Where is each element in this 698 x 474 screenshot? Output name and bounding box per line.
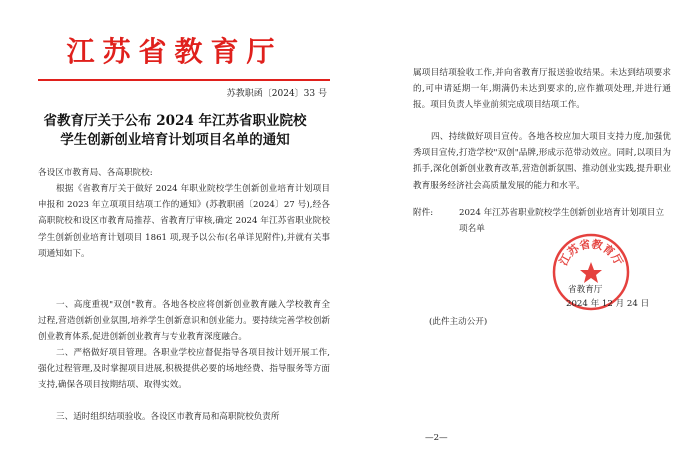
item-four-paragraph: 四、持续做好项目宣传。各地各校应加大项目支持力度,加强优秀项目宣传,打造学校"双创"品牌,形成示范带动效应。同时,以项目为抓手,深化创新创业教育改革,营造创新氛围、推动创业实践,提升职业教育服务经济社会高质量发展的能力和水平。 [413, 132, 671, 191]
red-divider-line [38, 79, 330, 81]
issuer-signature: 省教育厅 [568, 285, 603, 295]
title-line-1: 省教育厅关于公布 2024 年江苏省职业院校 [43, 113, 307, 129]
document-title [40, 112, 310, 150]
attachment-title: 2024 年江苏省职业院校学生创新创业培育计划项目立项名单 [459, 208, 665, 235]
document-number: 苏教职函〔2024〕33 号 [226, 89, 327, 99]
item-two-paragraph: 二、严格做好项目管理。各职业学校应督促指导各项目按计划开展工作,强化过程管理,及时掌握项目进展,积极提供必要的场地经费、指导服务等方面支持,确保各项目按期结项、取得实效。 [38, 348, 330, 391]
intro-paragraph: 根据《省教育厅关于做好 2024 年职业院校学生创新创业培育计划项目申报和 2023 年立项项目结项工作的通知》(苏教职函〔2024〕27 号),经各高职院校和设区市教育局推荐、省教育厅审核,确定 2024 年江苏省职业院校学生创新创业培育计划项目 1861 项,现予以公布(名单详见附件),并就有关事项通知如下。 [38, 184, 330, 259]
salutation: 各设区市教育局、各高职院校: [38, 168, 153, 178]
issue-date: 2024 年 12 月 24 日 [566, 299, 650, 309]
issuer-header: 江苏省教育厅 [66, 35, 283, 68]
document-page-right [349, 0, 698, 474]
item-one-paragraph: 一、高度重视"双创"教育。各地各校应将创新创业教育融入学校教育全过程,营造创新创业氛围,培养学生创新意识和创业能力。要持续完善学校创新创业教育体系,促进创新创业教育与专业教育深度融合。 [38, 300, 330, 343]
title-line-2: 学生创新创业培育计划项目名单的通知 [60, 132, 290, 148]
attachment-label: 附件: [413, 208, 434, 218]
svg-text:江苏省教育厅: 江苏省教育厅 [556, 237, 626, 268]
disclosure-note: (此件主动公开) [429, 317, 488, 327]
page-number: —2— [425, 433, 448, 443]
item-three-continuation: 属项目结项验收工作,并向省教育厅报送验收结果。未达到结项要求的,可申请延期一年,期满仍未达到要求的,应作撤项处理,并进行通报。项目负责人毕业前须完成项目结项工作。 [413, 68, 671, 111]
item-three-paragraph: 三、适时组织结项验收。各设区市教育局和高职院校负责所 [56, 412, 280, 422]
